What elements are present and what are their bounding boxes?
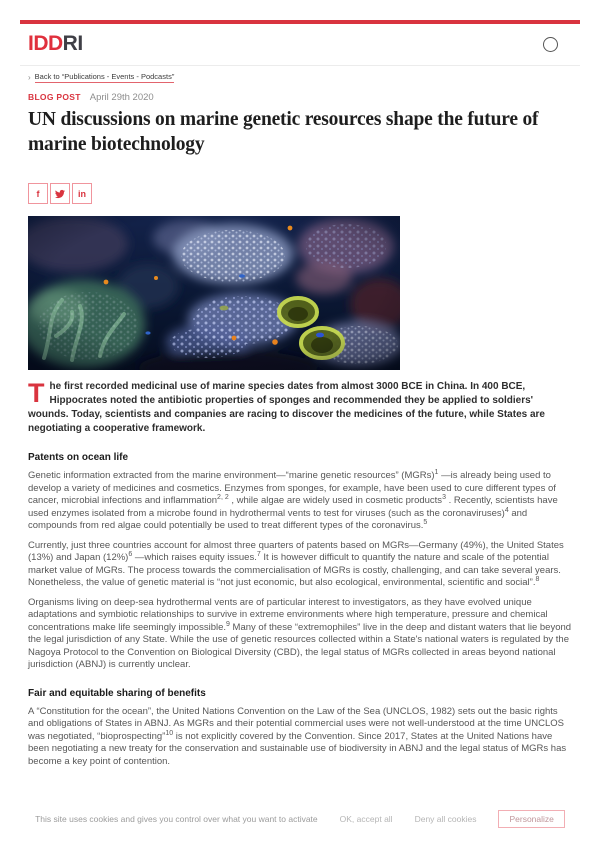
twitter-share-button[interactable] [50, 183, 70, 204]
article-sections [0, 452, 600, 768]
breadcrumb-arrow-icon: › [28, 73, 31, 82]
cookie-deny-all-cookies-button[interactable]: Deny all cookies [414, 814, 477, 824]
share-buttons [28, 183, 572, 204]
breadcrumb [0, 72, 600, 83]
twitter-icon [55, 189, 65, 199]
footnote-ref[interactable]: 1 [434, 468, 439, 476]
post-date: April 29th 2020 [89, 92, 154, 103]
cookie-banner [0, 803, 600, 849]
top-accent-bar [20, 20, 580, 24]
footnote-ref[interactable]: 3 [442, 493, 446, 501]
cookie-message: This site uses cookies and gives you control over what you want to activate [35, 814, 318, 824]
logo[interactable] [28, 32, 83, 56]
footnote-ref[interactable]: 7 [256, 550, 261, 558]
search-icon[interactable] [543, 37, 558, 52]
footnote-ref[interactable]: 8 [535, 575, 540, 583]
paragraph-text: Currently, just three countries account for almost three quarters of patents based on MGRs—Germany (49%), the United States (13%) and Japan (12%) [28, 539, 564, 563]
logo-text-dark: RI [62, 32, 83, 55]
paragraph-text: is not explicitly covered by the Convention. Since 2017, States at the United Nations have been negotiating a new treaty for the conservation and sustainable use of biodiversity in ABNJ and the legal status of MGRs has become a key point of contention. [28, 730, 567, 767]
post-meta [0, 92, 600, 103]
intro-paragraph [28, 380, 572, 436]
paragraph [28, 540, 572, 590]
footnote-ref[interactable]: 9 [226, 620, 230, 628]
paragraph [28, 470, 572, 533]
paragraph-text: . Recently, scientists have used enzymes isolated from a microbe found in hydrothermal vents to test for viruses (such as the coronaviruses) [28, 495, 558, 519]
paragraph-text: It is however difficult to quantify the nature and scale of the potential market value of MGRs. The process towards the commercialisation of MGRs is costly, challenging, and can take several years. Nonetheless, the value of genetic material is “not just economic, but also ecological, environmental, scientific and social”. [28, 552, 561, 588]
footnote-ref[interactable]: 10 [165, 729, 174, 737]
cookie-buttons [340, 810, 565, 828]
footnote-ref[interactable]: 6 [128, 550, 133, 558]
paragraph-text: —which raises equity issues. [132, 552, 257, 563]
site-header [0, 0, 600, 56]
facebook-share-button[interactable] [28, 183, 48, 204]
cookie-ok-accept-all-button[interactable]: OK, accept all [339, 814, 393, 824]
paragraph-text: —is already being used to develop a variety of medicines and cosmetics. Enzymes from sponges, for example, have been used to cure different types of cancer, microbial infections and inflammation [28, 470, 556, 506]
paragraph-text: A “Constitution for the ocean”, the United Nations Convention on the Law of the Sea (UNCLOS, 1982) sets out the basic rights and obligations of States in ABNJ. As MGRs and their potential commercial uses were not well-understood at the time UNCLOS was negotiated, “bioprospecting” [28, 705, 564, 742]
paragraph [28, 706, 572, 769]
footnote-ref[interactable]: 5 [423, 518, 428, 526]
paragraph-text: and compounds from red algae could potentially be used to treat different types of the coronavirus. [28, 507, 528, 531]
coral-reef-illustration [28, 216, 400, 370]
footnote-ref[interactable]: 4 [504, 506, 509, 514]
footnote-ref[interactable]: 2, 2 [217, 493, 229, 501]
linkedin-icon: in [78, 188, 86, 199]
cookie-personalize-button[interactable]: Personalize [498, 810, 564, 828]
paragraph-text: Organisms living on deep-sea hydrothermal vents are of particular interest to investigators, as they have evolved unique adaptations and symbiotic relationships to survive in extreme environments where high temperature, pressure and chemical concentrations make life seemingly impossible. [28, 596, 548, 633]
paragraph-text: , while algae are widely used in cosmetic products [228, 495, 443, 506]
linkedin-share-button[interactable] [72, 183, 92, 204]
intro-text: he first recorded medicinal use of marine species dates from almost 3000 BCE in China. In 400 BCE, Hippocrates noted the antibiotic properties of sponges and recommended they be applied to soldiers' wounds. Today, scientists and companies are racing to discover the medicines of the future, while States are negotiating a cooperative framework. [28, 381, 545, 434]
paragraph-text: Genetic information extracted from the marine environment—“marine genetic resources” (MGRs) [28, 470, 435, 481]
category-badge: BLOG POST [28, 92, 81, 102]
header-divider [20, 65, 580, 66]
section-heading: Fair and equitable sharing of benefits [28, 687, 206, 699]
page-title: UN discussions on marine genetic resources shape the future of marine biotechnology [28, 109, 539, 155]
paragraph [28, 597, 572, 672]
facebook-icon: f [36, 188, 40, 199]
dropcap: T [28, 378, 45, 408]
paragraph-text: Many of these “extremophiles” live in the deep and distant waters that lie beyond the legal jurisdiction of any State. While the use of genetic resources collected within a State's national waters is regulated by the Nagoya Protocol to the Convention on Biological Diversity (CBD), the legal status of MGRs collected in areas beyond national jurisdiction (ABNJ) is currently unclear. [28, 621, 572, 670]
hero-image [28, 216, 400, 370]
breadcrumb-link[interactable]: Back to “Publications - Events - Podcasts” [34, 72, 175, 81]
section-heading: Patents on ocean life [28, 452, 129, 463]
logo-text-red: IDD [28, 32, 63, 55]
